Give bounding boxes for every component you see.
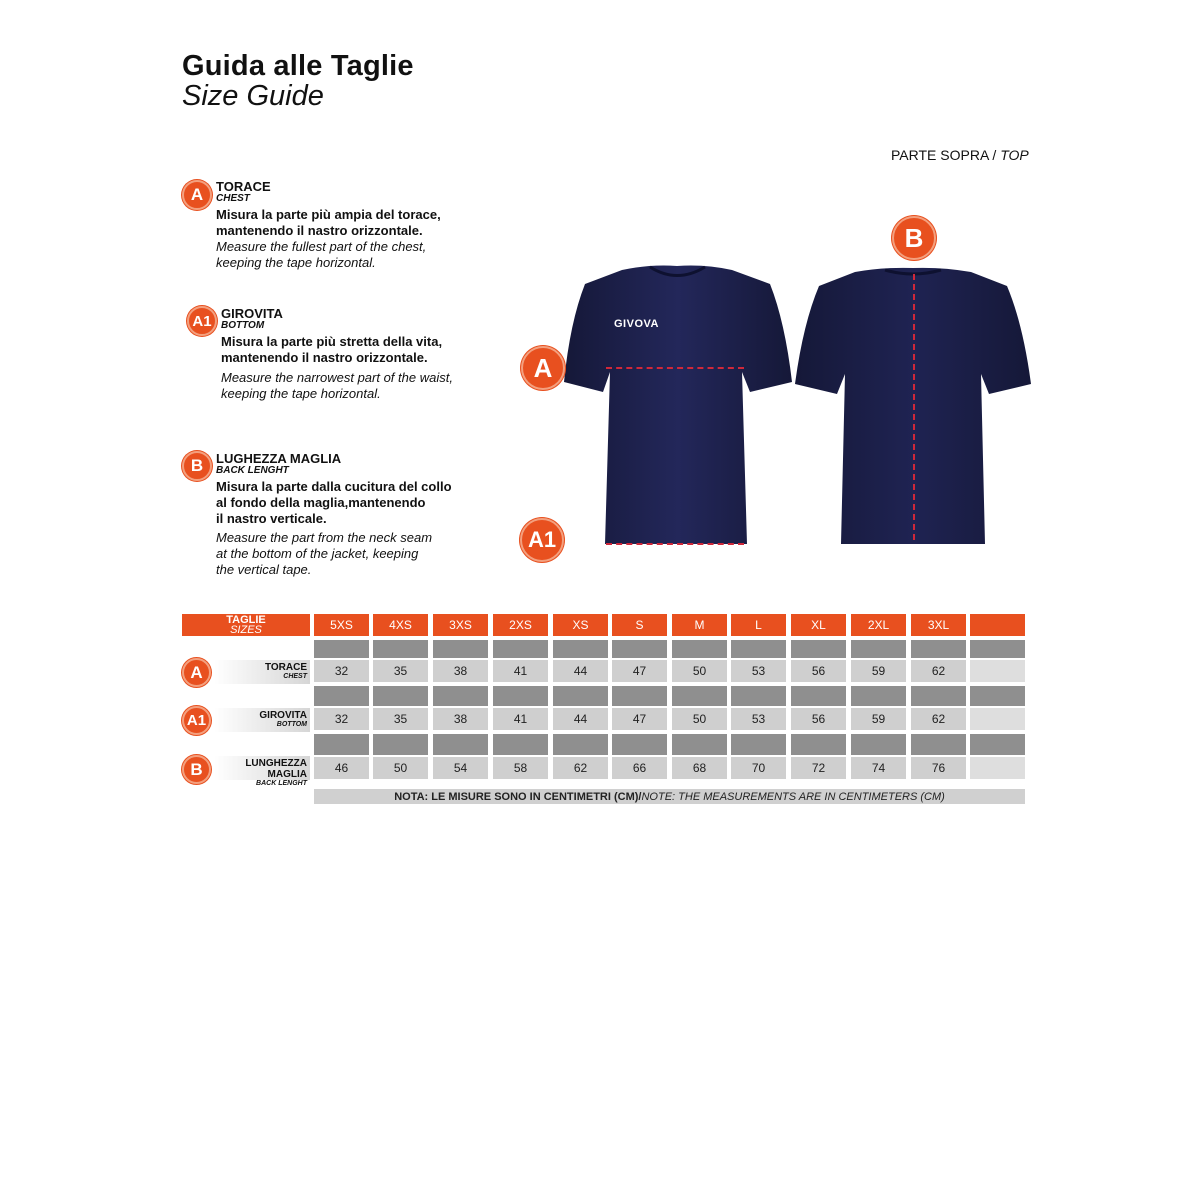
row-label-title: TORACE xyxy=(264,662,307,673)
table-value-cell: 59 xyxy=(851,660,906,682)
measurement-text-it xyxy=(216,479,506,527)
measurement-subtitle: BOTTOM xyxy=(221,320,265,331)
table-spacer-cell xyxy=(970,734,1025,755)
table-spacer-cell xyxy=(970,640,1025,658)
table-spacer-cell xyxy=(373,734,428,755)
row-label-subtitle: CHEST xyxy=(283,673,307,680)
table-value-cell: 35 xyxy=(373,660,428,682)
table-value-cell: 53 xyxy=(731,708,786,730)
row-label xyxy=(214,660,310,684)
table-value-cell: 41 xyxy=(493,660,548,682)
table-value-cell: 44 xyxy=(553,708,608,730)
row-badge: A1 xyxy=(182,706,211,735)
table-value-cell: 62 xyxy=(553,757,608,779)
measurement-text-it xyxy=(216,207,496,239)
table-spacer-cell xyxy=(373,640,428,658)
measurement-subtitle: CHEST xyxy=(216,193,250,204)
table-spacer-cell xyxy=(851,734,906,755)
table-value-cell: 76 xyxy=(911,757,966,779)
text-line: keeping the tape horizontal. xyxy=(216,255,376,270)
table-value-cell: 74 xyxy=(851,757,906,779)
table-spacer-cell xyxy=(553,686,608,706)
text-line: Misura la parte più stretta della vita, xyxy=(221,334,443,349)
table-value-cell: 32 xyxy=(314,708,369,730)
table-spacer-cell xyxy=(911,640,966,658)
size-header-cell xyxy=(970,614,1025,636)
measurement-title: LUGHEZZA MAGLIA xyxy=(216,451,342,466)
text-line: mantenendo il nastro orizzontale. xyxy=(216,223,423,238)
table-value-cell: 53 xyxy=(731,660,786,682)
table-spacer-cell xyxy=(433,734,488,755)
table-spacer-cell xyxy=(612,686,667,706)
table-value-cell: 62 xyxy=(911,660,966,682)
measurement-text-en xyxy=(216,239,496,271)
table-spacer-cell xyxy=(911,686,966,706)
section-label-en: TOP xyxy=(1000,147,1029,163)
badge-a1: A1 xyxy=(187,306,217,336)
row-label-subtitle: BACK LENGHT xyxy=(256,780,307,787)
table-value-cell: 44 xyxy=(553,660,608,682)
size-header-cell: XL xyxy=(791,614,846,636)
table-value-cell xyxy=(970,757,1025,779)
table-value-cell: 47 xyxy=(612,660,667,682)
table-spacer-cell xyxy=(970,686,1025,706)
badge-b: B xyxy=(182,451,212,481)
measurement-text-en xyxy=(221,370,501,402)
table-spacer-cell xyxy=(612,640,667,658)
table-value-cell: 38 xyxy=(433,660,488,682)
table-value-cell: 50 xyxy=(672,660,727,682)
table-spacer-cell xyxy=(433,686,488,706)
table-spacer-cell xyxy=(433,640,488,658)
row-badge: B xyxy=(182,755,211,784)
measurement-back-length xyxy=(216,451,506,578)
table-value-cell: 41 xyxy=(493,708,548,730)
text-line: al fondo della maglia,mantenendo xyxy=(216,495,426,510)
text-line: Misura la parte dalla cucitura del collo xyxy=(216,479,452,494)
table-value-cell: 47 xyxy=(612,708,667,730)
text-line: mantenendo il nastro orizzontale. xyxy=(221,350,428,365)
table-value-cell: 70 xyxy=(731,757,786,779)
size-header-cell: 5XS xyxy=(314,614,369,636)
badge-b-figure: B xyxy=(892,216,936,260)
table-value-cell: 32 xyxy=(314,660,369,682)
section-label xyxy=(891,147,1029,163)
size-header-cell: 3XS xyxy=(433,614,488,636)
measurement-text-it xyxy=(221,334,501,366)
table-value-cell: 58 xyxy=(493,757,548,779)
size-header-cell: M xyxy=(672,614,727,636)
table-value-cell: 59 xyxy=(851,708,906,730)
table-value-cell: 38 xyxy=(433,708,488,730)
table-spacer-cell xyxy=(612,734,667,755)
back-length-measure-line xyxy=(913,274,915,540)
table-spacer-cell xyxy=(851,686,906,706)
text-line: Measure the narrowest part of the waist, xyxy=(221,370,453,385)
table-value-cell: 46 xyxy=(314,757,369,779)
text-line: Measure the part from the neck seam xyxy=(216,530,433,545)
note-sep: / xyxy=(638,790,642,803)
table-value-cell: 56 xyxy=(791,708,846,730)
table-spacer-cell xyxy=(731,640,786,658)
size-header-cell: 3XL xyxy=(911,614,966,636)
table-value-cell: 72 xyxy=(791,757,846,779)
row-label xyxy=(214,708,310,732)
table-value-cell: 66 xyxy=(612,757,667,779)
table-header-it: TAGLIE xyxy=(226,614,266,626)
table-value-cell: 50 xyxy=(672,708,727,730)
table-spacer-cell xyxy=(493,640,548,658)
size-header-cell: L xyxy=(731,614,786,636)
text-line: Misura la parte più ampia del torace, xyxy=(216,207,441,222)
table-spacer-cell xyxy=(314,734,369,755)
table-header-sizes xyxy=(182,614,310,636)
row-badge: A xyxy=(182,658,211,687)
text-line: Measure the fullest part of the chest, xyxy=(216,239,427,254)
table-spacer-cell xyxy=(493,686,548,706)
size-header-cell: XS xyxy=(553,614,608,636)
table-spacer-cell xyxy=(672,640,727,658)
table-header-en: SIZES xyxy=(230,624,262,636)
table-value-cell: 68 xyxy=(672,757,727,779)
table-spacer-cell xyxy=(791,640,846,658)
table-spacer-cell xyxy=(672,734,727,755)
text-line: keeping the tape horizontal. xyxy=(221,386,381,401)
measurement-waist xyxy=(221,306,501,402)
table-spacer-cell xyxy=(373,686,428,706)
shirt-front-image xyxy=(560,262,795,547)
table-spacer-cell xyxy=(553,734,608,755)
note-it: NOTA: LE MISURE SONO IN CENTIMETRI (CM) xyxy=(394,790,639,803)
waist-measure-line xyxy=(606,543,744,545)
measurement-title: GIROVITA xyxy=(221,306,283,321)
size-header-cell: 2XL xyxy=(851,614,906,636)
row-label-subtitle: BOTTOM xyxy=(276,721,307,728)
text-line: il nastro verticale. xyxy=(216,511,327,526)
table-value-cell xyxy=(970,708,1025,730)
table-value-cell: 54 xyxy=(433,757,488,779)
chest-measure-line xyxy=(606,367,744,369)
table-spacer-cell xyxy=(314,686,369,706)
row-label xyxy=(214,756,310,787)
table-value-cell: 35 xyxy=(373,708,428,730)
table-spacer-cell xyxy=(672,686,727,706)
section-label-it: PARTE SOPRA xyxy=(891,147,989,163)
text-line: at the bottom of the jacket, keeping xyxy=(216,546,419,561)
page-title: Guida alle Taglie xyxy=(182,50,414,82)
table-spacer-cell xyxy=(851,640,906,658)
text-line: the vertical tape. xyxy=(216,562,312,577)
measurement-chest xyxy=(216,179,496,271)
size-header-cell: 4XS xyxy=(373,614,428,636)
table-spacer-cell xyxy=(731,686,786,706)
badge-a: A xyxy=(182,180,212,210)
table-value-cell xyxy=(970,660,1025,682)
table-spacer-cell xyxy=(911,734,966,755)
size-header-cell: 2XS xyxy=(493,614,548,636)
shirt-brand-logo: GIVOVA xyxy=(614,318,659,330)
table-value-cell: 62 xyxy=(911,708,966,730)
measurement-subtitle: BACK LENGHT xyxy=(216,465,289,476)
table-spacer-cell xyxy=(493,734,548,755)
badge-a1-figure: A1 xyxy=(520,518,564,562)
table-spacer-cell xyxy=(791,686,846,706)
table-note xyxy=(314,789,1025,804)
page-subtitle: Size Guide xyxy=(182,80,324,112)
table-spacer-cell xyxy=(731,734,786,755)
size-header-cell: S xyxy=(612,614,667,636)
table-spacer-cell xyxy=(791,734,846,755)
table-spacer-cell xyxy=(553,640,608,658)
section-label-sep: / xyxy=(988,147,1001,163)
table-value-cell: 50 xyxy=(373,757,428,779)
row-label-title: GIROVITA xyxy=(259,710,307,721)
measurement-text-en xyxy=(216,530,506,578)
measurement-title: TORACE xyxy=(216,179,271,194)
table-spacer-cell xyxy=(314,640,369,658)
note-en: NOTE: THE MEASUREMENTS ARE IN CENTIMETERS (CM) xyxy=(641,790,945,803)
row-label-title: LUNGHEZZA MAGLIA xyxy=(245,758,307,780)
badge-a-figure: A xyxy=(521,346,565,390)
table-value-cell: 56 xyxy=(791,660,846,682)
